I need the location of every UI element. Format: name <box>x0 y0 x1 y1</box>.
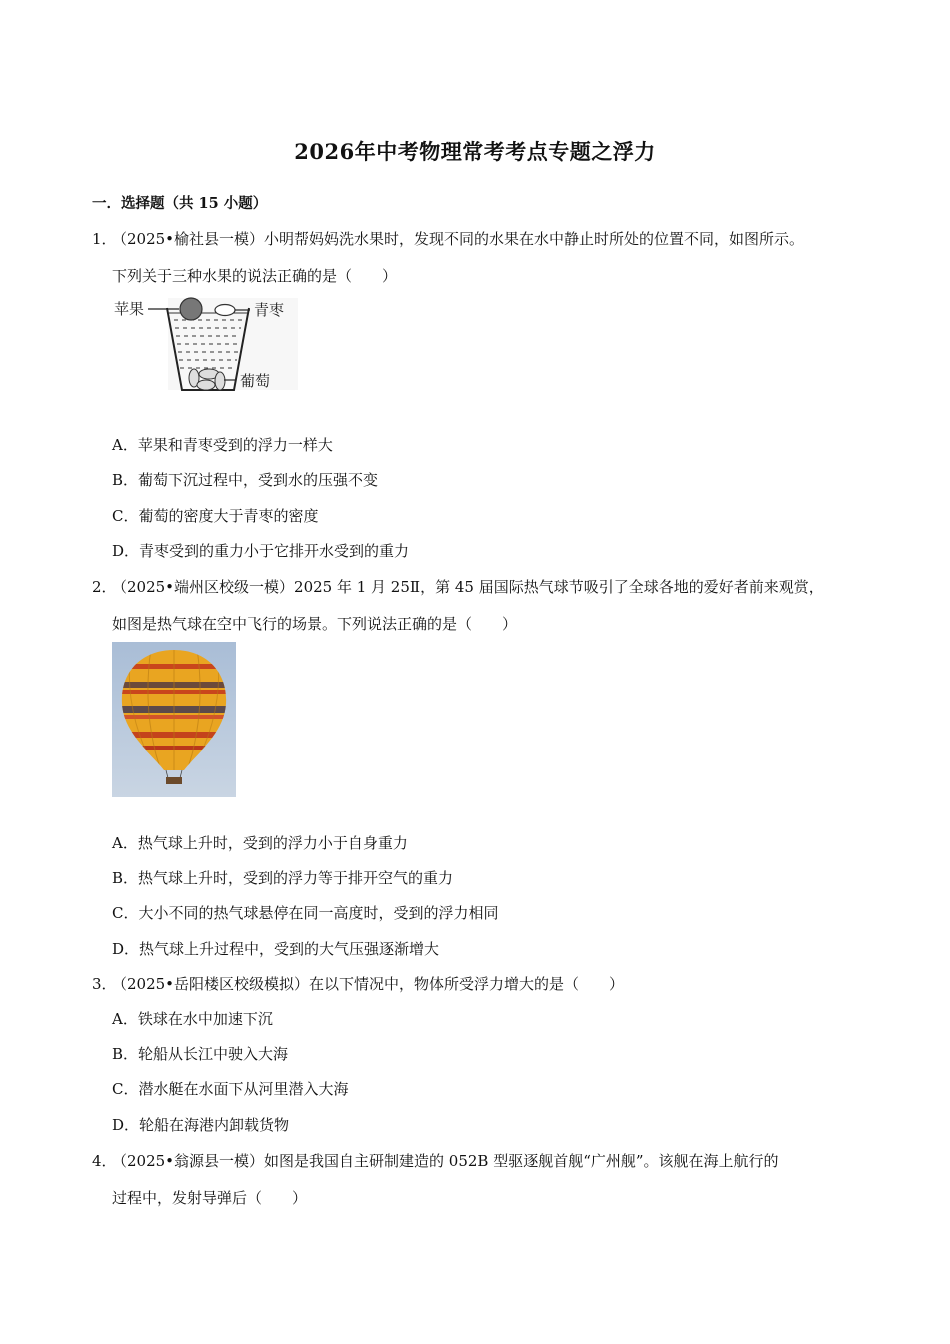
option-d: D．轮船在海港内卸载货物 <box>112 1116 290 1134</box>
option-d: D．热气球上升过程中，受到的大气压强逐渐增大 <box>112 940 440 958</box>
grape-label: 葡萄 <box>240 372 271 390</box>
section-heading: 一．选择题（共 15 小题） <box>92 195 268 212</box>
option-a: A．热气球上升时，受到的浮力小于自身重力 <box>112 834 408 852</box>
apple-label: 苹果 <box>114 300 145 318</box>
fruit-in-water-figure <box>112 294 298 396</box>
question-stem: （2025•端州区校级一模）2025 年 1 月 25Ⅱ，第 45 届国际热气球节吸引了全球各地的爱好者前来观赏， <box>112 578 824 596</box>
balloon-illustration <box>112 642 236 797</box>
question-stem: （2025•翁源县一模）如图是我国自主研制建造的 052B 型驱逐舰首舰“广州舰”。该舰在海上航行的 <box>112 1152 779 1170</box>
question-stem: 如图是热气球在空中飞行的场景。下列说法正确的是（ ） <box>112 615 518 633</box>
option-b: B．葡萄下沉过程中，受到水的压强不变 <box>112 471 379 489</box>
option-c: C．葡萄的密度大于青枣的密度 <box>112 507 319 525</box>
question-stem: 下列关于三种水果的说法正确的是（ ） <box>112 267 398 285</box>
question-number: 2． <box>92 578 117 596</box>
question-stem: （2025•岳阳楼区校级模拟）在以下情况中，物体所受浮力增大的是（ ） <box>112 975 625 993</box>
option-d: D．青枣受到的重力小于它排开水受到的重力 <box>112 542 410 560</box>
option-a: A．苹果和青枣受到的浮力一样大 <box>112 436 333 454</box>
option-c: C．潜水艇在水面下从河里潜入大海 <box>112 1080 349 1098</box>
jujube-label: 青枣 <box>254 301 285 319</box>
question-number: 3． <box>92 975 117 993</box>
option-a: A．铁球在水中加速下沉 <box>112 1010 273 1028</box>
question-stem: （2025•榆社县一模）小明帮妈妈洗水果时，发现不同的水果在水中静止时所处的位置不同，如图所示。 <box>112 230 805 248</box>
option-c: C．大小不同的热气球悬停在同一高度时，受到的浮力相同 <box>112 904 499 922</box>
hot-air-balloon-photo <box>112 642 236 797</box>
question-number: 4． <box>92 1152 117 1170</box>
option-b: B．轮船从长江中驶入大海 <box>112 1045 289 1063</box>
page-title: 2026年中考物理常考考点专题之浮力 <box>294 139 656 164</box>
question-stem: 过程中，发射导弹后（ ） <box>112 1189 308 1207</box>
question-number: 1． <box>92 230 117 248</box>
option-b: B．热气球上升时，受到的浮力等于排开空气的重力 <box>112 869 454 887</box>
